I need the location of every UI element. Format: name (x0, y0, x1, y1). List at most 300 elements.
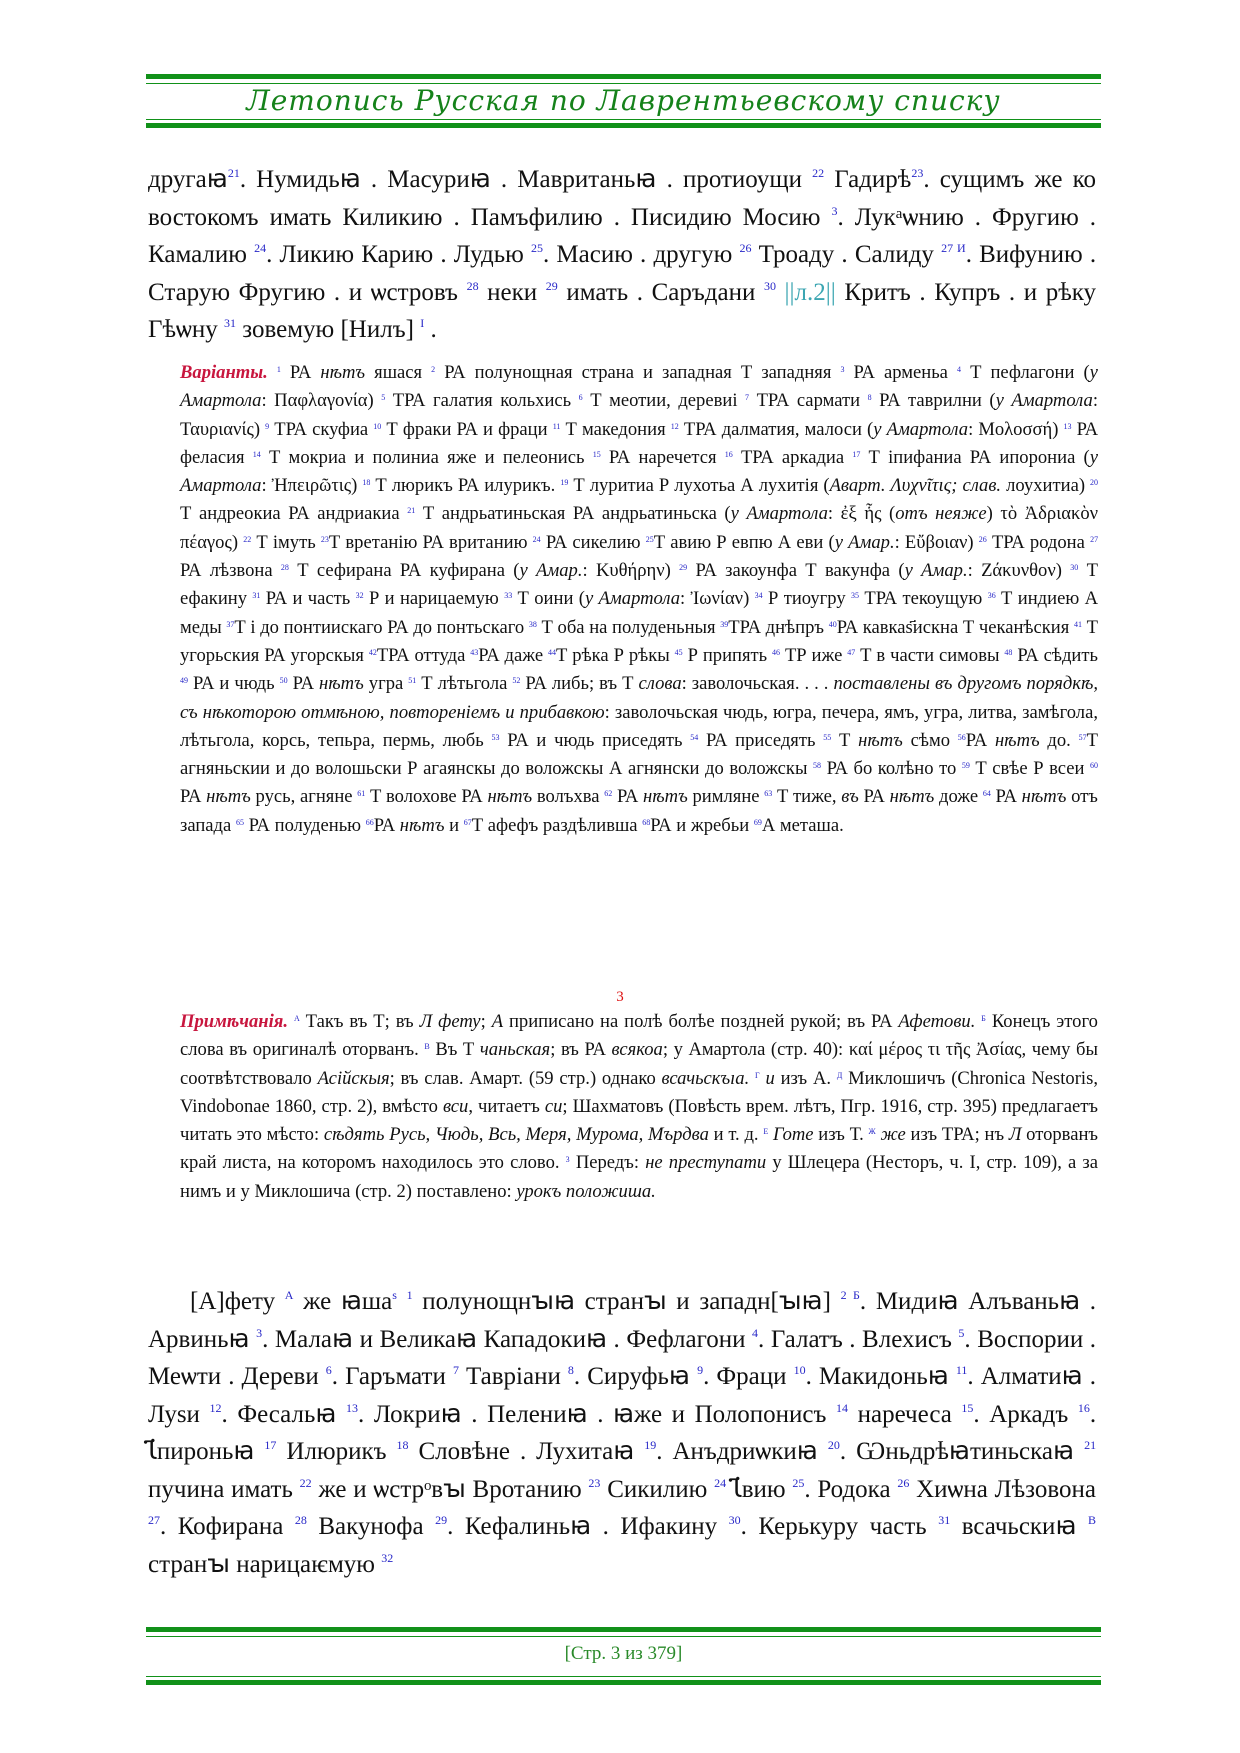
header-rule-thin-lower (146, 119, 1101, 120)
footnote-ref[interactable]: 30 (1070, 563, 1079, 573)
footnote-ref[interactable]: 9 (697, 1363, 704, 1377)
footnote-ref[interactable]: 14 (252, 449, 261, 459)
text-fragment: ТРА днѣпръ (728, 616, 825, 638)
footnote-ref[interactable]: 3 (840, 365, 845, 374)
text-fragment: наречеса (857, 1400, 952, 1428)
footnote-ref[interactable]: 1 (276, 365, 281, 374)
footer-rule-thick-lower (146, 1680, 1101, 1685)
footnote-ref[interactable]: 28 (294, 1513, 307, 1527)
footnote-ref[interactable]: 23 (588, 1475, 601, 1490)
footnote-ref[interactable]: 1 (406, 1288, 413, 1302)
footnote-ref[interactable]: 30 (728, 1513, 741, 1527)
footnote-ref[interactable]: 2 Б (840, 1288, 860, 1302)
text-fragment: Т агняньскии и до волошьски Р агаянскы до воложскы А агнянски до воложскы (180, 729, 1098, 780)
text-fragment: сѣмо (910, 729, 951, 751)
footnote-ref[interactable]: 27 И (941, 241, 966, 255)
footnote-ref[interactable]: 5 (958, 1325, 965, 1340)
text-fragment: Сикилию (607, 1475, 708, 1503)
footnote-ref[interactable]: 32 (381, 1550, 394, 1565)
footnote-ref[interactable]: 25 (645, 534, 654, 544)
text-fragment: сѣдять Русь, Чюдь, Всь, Меря, Мурома, Мърдва (323, 1124, 709, 1146)
footnote-ref[interactable]: 29 (545, 278, 558, 293)
footnote-ref[interactable]: 26 (978, 534, 987, 544)
text-fragment: Аварт. Λυχνῖτις; слав. (829, 475, 1002, 497)
footnote-ref[interactable]: 3 (256, 1325, 263, 1340)
text-fragment: РА полуденью (248, 814, 362, 836)
text-fragment: и т. д. (713, 1124, 759, 1146)
footnote-ref[interactable]: 36 (987, 591, 996, 601)
text-fragment: нѣтъ (1021, 786, 1067, 808)
footnote-ref[interactable]: 11 (955, 1363, 968, 1377)
footnote-ref[interactable]: 45 (674, 647, 683, 657)
text-fragment: всачьскъıа. (661, 1067, 750, 1089)
text-fragment: Миклошичъ (Chronica Nestoris, Vindobonae 1860, стр. 2), вмѣсто (180, 1067, 1098, 1117)
footnote-ref[interactable]: 26 (897, 1475, 910, 1490)
footnote-ref[interactable]: 11 (552, 421, 561, 431)
text-fragment: оторванъ край листа, на которомъ находилось это слово. (180, 1124, 1099, 1174)
text-fragment: : заволочьская чюдь, югра, печера, ямъ, угра, литва, замѣгола, лѣтьгола, корсь, тепьра, пермь, любь (180, 701, 1098, 751)
footnote-ref[interactable]: 60 (1089, 761, 1098, 771)
text-fragment: Воспории . Меѡти . Дереви (148, 1325, 1097, 1390)
footnote-ref[interactable]: 62 (604, 789, 613, 799)
footnote-ref[interactable]: 3 (831, 203, 838, 218)
text-fragment: Т фраки РА и фраци (386, 418, 548, 440)
running-header-title: Летопись Русская по Лаврентьевскому списку (246, 84, 1001, 117)
text-fragment: поставлены въ другомъ порядкѣ, съ нѣкоторою отмѣною, повтореніемъ и прибавкою (180, 673, 1098, 723)
footnote-ref[interactable]: 9 (265, 421, 270, 431)
footnote-ref[interactable]: 59 (961, 761, 970, 771)
text-fragment: Т (838, 729, 851, 751)
text-fragment: Т в части симовы (860, 644, 1000, 666)
text-fragment: . (805, 1363, 812, 1390)
footnote-ref[interactable]: 39 (720, 619, 729, 629)
footnote-ref[interactable]: 3 (565, 1155, 570, 1165)
text-fragment: у Амар. (834, 531, 895, 553)
footnote-ref[interactable]: 8 (867, 393, 872, 403)
footnote-ref[interactable]: 4 (957, 365, 961, 374)
text-fragment: Р тиоугру (768, 588, 846, 610)
footnote-ref[interactable]: 27 (1090, 534, 1099, 544)
footnote-ref[interactable]: 55 (823, 732, 832, 742)
text-fragment: Салиду (854, 241, 934, 268)
text-fragment: [А]фету (190, 1288, 276, 1315)
text-fragment: . Мидиꙗ Алъваньꙗ . (859, 1288, 1097, 1315)
footnote-ref[interactable]: 34 (754, 591, 763, 601)
text-fragment: Р припять (687, 644, 768, 666)
footnote-ref[interactable]: 12 (670, 421, 679, 431)
footnote-ref[interactable]: 30 (763, 278, 776, 293)
footnote-ref[interactable]: 22 (299, 1475, 312, 1490)
text-fragment: ТРА оттуда (376, 644, 466, 666)
text-fragment: нѣтъ (399, 814, 445, 836)
text-fragment: . (447, 1513, 454, 1540)
text-fragment: : Ἰωνίαν) (680, 588, 750, 610)
text-fragment: . Локриꙗ . Пелениꙗ . ꙗже и (358, 1400, 686, 1428)
text-fragment: нѣтъ (994, 729, 1040, 751)
text-fragment: . Родока (804, 1475, 891, 1503)
text-fragment: изъ Т. (818, 1124, 864, 1146)
text-fragment: ТР иже (784, 644, 843, 666)
text-fragment: Въ Т (435, 1039, 475, 1061)
footnote-ref[interactable]: 20 (1090, 478, 1099, 488)
footnote-ref[interactable]: 42 (368, 647, 377, 657)
text-fragment: : заволочьская. . . . (681, 673, 829, 695)
text-fragment: РА даже (478, 644, 544, 666)
text-fragment: ТРА скуфиа (274, 418, 369, 440)
footnote-ref[interactable]: 29 (435, 1513, 448, 1527)
text-fragment: Критъ . Купръ . и рѣку Гѣѡну (148, 278, 1097, 343)
text-fragment: . Лукᵃѡнию . (837, 203, 982, 231)
footnote-ref[interactable]: 17 (264, 1438, 277, 1452)
text-fragment: РА (373, 814, 396, 836)
text-fragment: римляне (692, 786, 760, 808)
text-fragment: пучина имать (148, 1475, 293, 1503)
header-rule-thick-lower (146, 123, 1101, 128)
text-fragment: РА закоунфа Т вакунфа ( (695, 560, 905, 582)
footnote-ref[interactable]: 38 (528, 619, 537, 629)
text-fragment: нѣтъ (487, 786, 533, 808)
text-fragment: ТРА галатия кольхись (392, 390, 572, 412)
text-fragment: до. (1047, 729, 1071, 751)
text-fragment: А (491, 1011, 504, 1032)
text-fragment: Т авию Р евпю А еви ( (653, 531, 835, 553)
footnote-ref[interactable]: 29 (679, 563, 688, 573)
footnote-ref[interactable]: 31 (224, 316, 236, 330)
footnote-ref[interactable]: 43 (470, 647, 479, 657)
text-fragment: лоухитиа) (1006, 475, 1086, 497)
footnote-ref[interactable]: 44 (548, 647, 557, 657)
text-fragment: Макидоньꙗ (818, 1363, 949, 1390)
text-fragment: вси (442, 1095, 469, 1117)
text-fragment: Т люрикъ РА илурикъ. (375, 475, 556, 497)
text-fragment: доже (938, 786, 979, 808)
text-fragment: : ἐξ ἧς ( (827, 503, 896, 525)
text-fragment: А меташа. (761, 814, 844, 836)
text-fragment: Т лѣтьгола (421, 673, 508, 695)
text-fragment: нѣтъ (319, 673, 364, 695)
text-fragment: РА либь; въ Т (525, 673, 634, 695)
text-fragment: : Μολοσσή) (968, 418, 1059, 440)
text-fragment: Т ефакину (180, 560, 1098, 610)
text-fragment: ТРА родона (991, 531, 1085, 553)
footnote-ref[interactable]: 17 (852, 449, 861, 459)
text-fragment: у Амартола (180, 362, 1098, 412)
text-fragment: русь, агняне (255, 786, 353, 808)
text-fragment: другаꙗ (148, 166, 228, 193)
text-fragment: слова (638, 673, 682, 695)
main-text-block-2 (148, 1283, 1096, 1583)
text-fragment: Афетови. (898, 1011, 976, 1032)
text-fragment: не преступати (645, 1152, 767, 1174)
text-fragment: . Вифунию . Старую Фругию . и ѡстровъ (148, 241, 1097, 306)
footnote-ref[interactable]: 18 (396, 1438, 409, 1452)
text-fragment: Т индиею А меды (180, 588, 1098, 638)
footnote-ref[interactable]: 67 (463, 817, 472, 827)
footnote-ref[interactable]: 28 (280, 563, 289, 573)
leaf-marker[interactable]: ||л.2|| (784, 278, 836, 306)
text-fragment: . Малаꙗ и Великаꙗ Кападокиꙗ . Фефлагони (262, 1325, 746, 1353)
text-fragment: чаньская (479, 1039, 551, 1061)
footnote-ref[interactable]: 24 (714, 1475, 727, 1490)
text-fragment: всачьскиꙗ (961, 1513, 1077, 1540)
footnote-ref[interactable]: 26 (739, 241, 752, 255)
variants-apparatus (180, 359, 1098, 840)
footnote-ref[interactable]: 16 (1077, 1400, 1090, 1415)
text-fragment: же ꙗша (303, 1288, 393, 1315)
footnote-ref[interactable]: 6 (578, 393, 583, 403)
text-fragment: и (765, 1067, 775, 1089)
text-fragment: . (964, 1325, 971, 1353)
text-fragment: Т луритиа Р лухотьа А лухитія ( (573, 475, 830, 497)
variants-heading: Варіанты. (180, 362, 268, 383)
text-fragment: ; у Амартола (стр. 40): καί μέρος τι τῆς Ἀσίας, чему бы соотвѣтствовало (180, 1039, 1098, 1089)
footnote-ref[interactable]: Б (981, 1014, 986, 1023)
text-fragment: Т меотии, деревиі (590, 390, 738, 412)
footnote-ref[interactable]: ѕ (392, 1288, 397, 1302)
footnote-ref[interactable]: 21 (407, 506, 416, 516)
text-fragment: Асійскыя (317, 1067, 390, 1089)
text-fragment: Готе (772, 1124, 814, 1146)
main-text-block-1 (148, 161, 1096, 349)
footnote-ref[interactable]: А (284, 1288, 294, 1302)
text-fragment: . Фесальꙗ (221, 1400, 337, 1428)
text-fragment: : Κυθήρην) (582, 560, 671, 582)
footnote-ref[interactable]: 22 (243, 534, 252, 544)
text-fragment: . Алматиꙗ . Луѕи (148, 1363, 1097, 1428)
text-fragment: РА и жребьи (650, 814, 750, 836)
footnote-ref[interactable]: 28 (466, 278, 479, 293)
footnote-ref[interactable]: 14 (836, 1400, 849, 1415)
footnote-ref[interactable]: 19 (644, 1438, 657, 1452)
footnote-ref[interactable]: 40 (828, 619, 837, 629)
footnote-ref[interactable]: 46 (772, 647, 781, 657)
footnote-ref[interactable]: 19 (560, 478, 569, 488)
text-fragment: . Ликию Карию . Лудью (266, 241, 524, 268)
footnote-ref[interactable]: 68 (642, 817, 651, 827)
text-fragment: нѣтъ (643, 786, 688, 808)
footnote-ref[interactable]: 10 (373, 421, 382, 431)
text-fragment: си (544, 1095, 563, 1117)
text-fragment: РА лѣзвона (180, 560, 273, 582)
footnote-ref[interactable]: 31 (252, 591, 261, 601)
footnote-ref[interactable]: 69 (753, 817, 762, 827)
text-fragment: Л (1008, 1124, 1022, 1146)
text-fragment: нѣтъ (889, 786, 935, 808)
text-fragment: . Масию . другую (543, 241, 733, 268)
text-fragment: и (449, 814, 460, 836)
text-fragment: Т іпифаниа РА ипорониа ( (868, 446, 1090, 468)
footnote-ref[interactable]: 12 (209, 1400, 222, 1415)
text-fragment: ; Шахматовъ (Повѣсть врем. лѣтъ, Пгр. 1916, стр. 395) предлагаетъ читать это мѣсто: (180, 1095, 1098, 1146)
page-break-marker: 3 (616, 989, 624, 1005)
text-fragment: Троаду . (758, 241, 848, 268)
footnote-ref[interactable]: I (420, 316, 425, 330)
footnote-ref[interactable]: 20 (827, 1438, 840, 1452)
text-fragment: у Амар. (519, 560, 583, 582)
footnote-ref[interactable]: 48 (1004, 647, 1013, 657)
footnote-ref[interactable]: 51 (408, 676, 417, 686)
footnote-ref[interactable]: 10 (793, 1363, 806, 1377)
footnote-ref[interactable]: 41 (1073, 619, 1082, 629)
footnote-ref[interactable]: 2 (431, 365, 436, 374)
footnote-ref[interactable]: 23 (911, 166, 924, 180)
footnote-ref[interactable]: 5 (381, 393, 386, 403)
footnote-ref[interactable]: Ж (868, 1127, 876, 1137)
text-fragment: у Амартола (180, 446, 1098, 497)
text-fragment: же и ѡстрᵒвꙑ Вротанию (318, 1475, 582, 1503)
text-fragment: ТРА далматия, малоси ( (683, 418, 874, 440)
footnote-ref[interactable]: 32 (355, 591, 364, 601)
text-fragment: угра (368, 673, 404, 695)
text-fragment: ; въ слав. Амарт. (59 стр.) однако (389, 1067, 656, 1089)
footer-rule-thin-lower (146, 1676, 1101, 1677)
footnote-ref[interactable]: 15 (592, 449, 601, 459)
text-fragment: Л фету (419, 1011, 481, 1032)
text-fragment: полунощнꙑꙗ странꙑ и западн[ꙑꙗ] (422, 1288, 831, 1315)
text-fragment: волъхва (536, 786, 600, 808)
footnote-ref[interactable]: 21 (227, 166, 240, 180)
footnote-ref[interactable]: 57 (1078, 732, 1087, 742)
footnote-ref[interactable]: 63 (764, 789, 773, 799)
text-fragment: Т андреокиа РА андриакиа (180, 503, 400, 525)
text-fragment: Т свѣе Р всеи (975, 758, 1085, 780)
text-fragment: РА таврилни ( (879, 390, 996, 412)
text-fragment: : Ζάκυνθον) (967, 560, 1062, 582)
text-fragment: Т афефъ раздѣливша (471, 814, 638, 836)
footnote-ref[interactable]: Г (755, 1070, 760, 1080)
text-fragment: . (430, 316, 437, 343)
text-fragment: РА и чюдь (193, 673, 275, 695)
text-fragment: Фругию . Камалию (148, 203, 1097, 268)
footnote-ref[interactable]: 61 (357, 789, 366, 799)
text-fragment: Ꙇ҃вию (732, 1475, 786, 1503)
footnote-ref[interactable]: 7 (745, 393, 750, 403)
footnote-ref[interactable]: 7 (452, 1363, 459, 1377)
text-fragment: ) τὸ Ἀδριακὸν πέαγος) (180, 503, 1099, 553)
text-fragment: РА (289, 362, 312, 383)
footnote-ref[interactable]: 27 (148, 1513, 160, 1527)
text-fragment: РА сѣдить (1017, 644, 1098, 666)
text-fragment: Кефалиньꙗ . Ифакину (464, 1513, 718, 1540)
text-fragment: Т і до понтиискаго РА до понтьскаго (234, 616, 525, 638)
text-fragment: Т оини ( (517, 588, 585, 610)
footnote-ref[interactable]: 66 (365, 817, 374, 827)
footnote-ref[interactable]: 23 (320, 534, 329, 544)
text-fragment: РА кавкаѕ҃искна Т чеканѣския (836, 616, 1070, 638)
footnote-ref[interactable]: 54 (690, 732, 699, 742)
footnote-ref[interactable]: Е (763, 1127, 769, 1137)
text-fragment: ТРА аркадиа (740, 446, 845, 468)
text-fragment: странꙑ нарицаѥмую (148, 1550, 375, 1578)
text-fragment: . Ѡньдрѣꙗтиньскаꙗ (839, 1438, 1075, 1465)
text-fragment: Тавріани (466, 1363, 561, 1390)
text-fragment: РА (180, 786, 202, 808)
text-fragment: РА наречется (608, 446, 717, 468)
footnote-ref[interactable]: 18 (362, 478, 371, 488)
text-fragment: Гадирѣ (834, 166, 912, 193)
text-fragment: у Шлецера (Несторъ, ч. I, стр. 109), а за нимъ и у Миклошича (стр. 2) поставлено: (180, 1152, 1099, 1202)
text-fragment: РА феласия (180, 418, 1099, 468)
footnote-ref[interactable]: 24 (254, 241, 267, 255)
text-fragment: РА (292, 673, 315, 695)
text-fragment: . Гаръмати (331, 1363, 446, 1390)
footnote-ref[interactable]: 58 (813, 761, 822, 771)
text-fragment: Вакунофа (318, 1513, 424, 1540)
text-fragment: зовемую [Нилъ] (242, 316, 414, 343)
footnote-ref[interactable]: 47 (847, 647, 856, 657)
footer-rule-thin (146, 1636, 1101, 1637)
footnote-ref[interactable]: 50 (279, 676, 288, 686)
footnote-ref[interactable]: 25 (792, 1475, 805, 1490)
text-fragment: отъ неяже (895, 503, 987, 525)
text-fragment: у Амартола (873, 418, 969, 440)
footnote-ref[interactable]: А (293, 1014, 300, 1023)
footnote-ref[interactable]: 65 (235, 817, 244, 827)
footnote-ref[interactable]: 13 (1063, 421, 1072, 431)
footnote-ref[interactable]: 15 (961, 1400, 974, 1415)
text-fragment: Т тиже, (776, 786, 837, 808)
footnote-ref[interactable]: 22 (812, 166, 825, 180)
footnote-ref[interactable]: 37 (226, 619, 235, 629)
footnote-ref[interactable]: Д (836, 1070, 843, 1080)
text-fragment: . сущимъ же (923, 166, 1063, 193)
text-fragment: . Нумидьꙗ . Масуриꙗ . Мавританьꙗ . протиоущи (239, 166, 802, 193)
footnote-ref[interactable]: 56 (957, 732, 966, 742)
text-fragment: . Фраци (703, 1363, 787, 1390)
footnote-ref[interactable]: 33 (504, 591, 513, 601)
text-fragment: у Амар. (904, 560, 968, 582)
footnote-ref[interactable]: В (1088, 1513, 1097, 1527)
footnote-ref[interactable]: 52 (512, 676, 521, 686)
text-fragment: въ (841, 786, 859, 808)
footnote-ref[interactable]: 6 (325, 1363, 332, 1377)
text-fragment: . Анъдриѡкиꙗ (656, 1438, 818, 1465)
footnote-ref[interactable]: В (424, 1042, 430, 1052)
text-fragment: РА приседять (705, 729, 816, 751)
text-fragment: : Παφλαγονία) (261, 390, 374, 412)
text-fragment: всякоа (611, 1039, 663, 1061)
text-fragment: Р и нарицаемую (368, 588, 499, 610)
footnote-ref[interactable]: 13 (346, 1400, 359, 1415)
footnote-ref[interactable]: 64 (982, 789, 991, 799)
text-fragment: Т пефлагони ( (970, 362, 1090, 383)
text-fragment: неки (487, 278, 538, 306)
footnote-ref[interactable]: 4 (752, 1325, 759, 1340)
footnote-ref[interactable]: 31 (938, 1513, 951, 1527)
text-fragment: урокъ положиша. (516, 1180, 656, 1202)
text-fragment: : Ἠπειρῶτις) (261, 475, 358, 497)
text-fragment: РА (965, 729, 988, 751)
footnote-ref[interactable]: 35 (851, 591, 859, 601)
footnote-ref[interactable]: 24 (532, 534, 541, 544)
text-fragment: РА сикелию (545, 531, 641, 553)
text-fragment: нѣтъ (858, 729, 903, 751)
notes-heading: Примѣчанія. (180, 1011, 289, 1032)
footnote-ref[interactable]: 21 (1084, 1438, 1097, 1452)
footnote-ref[interactable]: 49 (180, 676, 188, 686)
footnote-ref[interactable]: 53 (491, 732, 500, 742)
text-fragment: РА (616, 786, 639, 808)
text-fragment: . Галатъ . Влехисъ (758, 1325, 952, 1353)
footnote-ref[interactable]: 16 (724, 449, 733, 459)
text-fragment: Арвиньꙗ (148, 1325, 250, 1353)
footnote-ref[interactable]: 8 (567, 1363, 574, 1377)
text-fragment: . Аркадъ (973, 1400, 1069, 1428)
text-fragment: яшася (374, 362, 423, 383)
footnote-ref[interactable]: 25 (531, 241, 544, 255)
text-fragment: РА и часть (265, 588, 351, 610)
text-fragment: нѣтъ (320, 362, 366, 383)
